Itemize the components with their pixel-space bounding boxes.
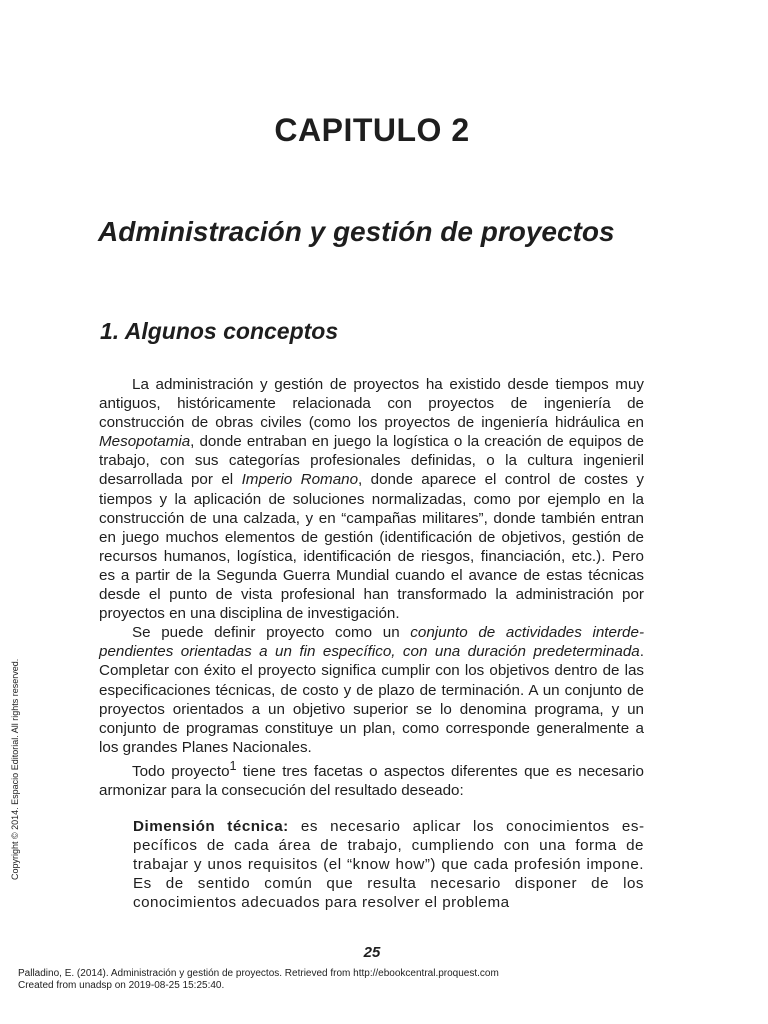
paragraph-2-emphasis: conjunto de actividades interdependientes orientadas a un fin específico, con una duración predeterminada	[99, 624, 644, 661]
dimension-label: Dimensión técnica:	[133, 818, 289, 835]
paragraph-2-text: Se puede definir proyecto como un	[132, 624, 411, 642]
paragraph-2	[99, 623, 644, 757]
copyright-notice: Copyright © 2014. Espacio Editorial. All rights reserved.	[10, 658, 20, 880]
paragraph-3-text: tiene tres facetas o aspectos diferentes que es necesario armonizar para la consecución del resultado deseado:	[99, 762, 645, 800]
paragraph-1-emphasis: Mesopotamia	[99, 433, 191, 451]
dimension-text: es necesario aplicar los conocimientos específicos de cada área de trabajo, cumpliendo con una forma de trabajar y unos requisitos (el “know how”) que cada profesión impone. Es de sentido común que resulta necesario disponer de los conocimientos adecuados para resolver el problema	[133, 818, 644, 912]
citation-footer	[18, 968, 499, 992]
created-line: Created from unadsp on 2019-08-25 15:25:40.	[18, 980, 225, 991]
paragraph-1-text: La administración y gestión de proyectos ha existido desde tiempos muy antiguos, históricamente relacionada con proyectos de ingeniería de construcción de obras civiles (como los proyectos de ingeniería hidráulica en	[99, 376, 644, 432]
dimension-item	[133, 817, 644, 912]
footnote-marker: 1	[229, 758, 237, 773]
body-text	[99, 375, 644, 800]
section-heading: 1. Algunos conceptos	[100, 318, 339, 344]
paragraph-3	[99, 757, 644, 800]
paragraph-1-emphasis: Imperio Romano	[241, 471, 359, 489]
page-number: 25	[363, 944, 381, 961]
paragraph-1-text: , donde aparece el control de costes y tiempos y la aplicación de soluciones normalizadas, como por ejemplo en la construcción de una calzada, y en “campañas militares”, donde también entran en juego muchos elementos de gestión (identificación de objetivos, gestión de recursos humanos, logística, identificación de riesgos, financiación, etc.). Pero es a partir de la Segunda Guerra Mundial cuando el avance de estas técnicas desde el punto de vista profesional han transformado la administración por proyectos en una disciplina de investigación.	[99, 471, 644, 623]
paragraph-2-text: . Completar con éxito el proyecto significa cumplir con los objetivos dentro de las especificaciones técnicas, de costo y de plazo de terminación. A un conjunto de proyectos orientados a un objetivo superior se lo denomina programa, y un conjunto de programas constituye un plan, como corresponde generalmente a los grandes Planes Nacionales.	[99, 643, 644, 756]
paragraph-3-text: Todo proyecto	[132, 762, 230, 780]
chapter-title: Administración y gestión de proyectos	[98, 216, 615, 247]
chapter-heading: CAPITULO 2	[274, 112, 470, 148]
paragraph-1-text: , donde entraban en juego la logística o la creación de equipos de trabajo, con sus categorías profesionales definidas, o la cultura ingenieril desarrollada por el	[99, 433, 644, 489]
citation-line: Palladino, E. (2014). Administración y gestión de proyectos. Retrieved from http://ebookcentral.proquest.com	[18, 968, 499, 979]
paragraph-1	[99, 375, 644, 623]
